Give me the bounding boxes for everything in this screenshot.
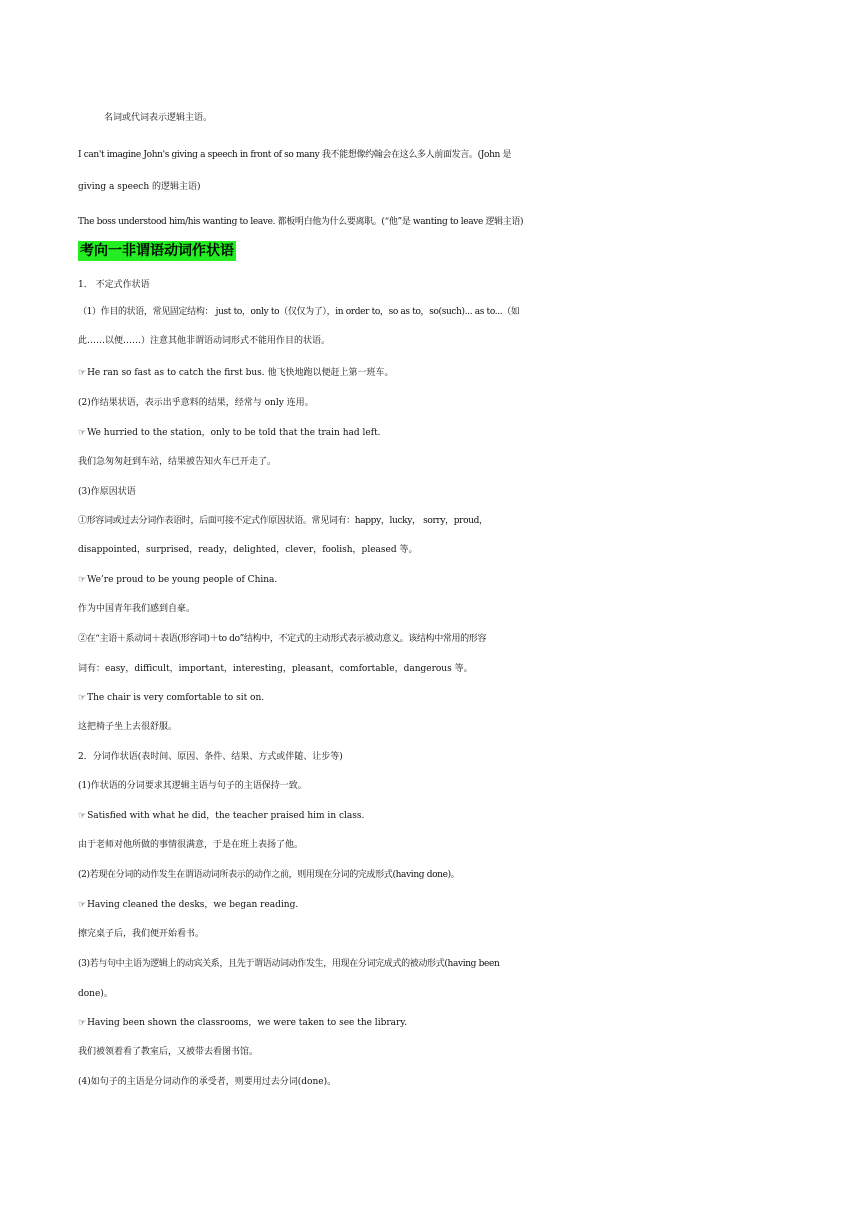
text-line: 词有：easy，difficult，important，interesting，pleasant，comfortable，dangerous 等。: [78, 664, 473, 674]
text-line: 此……以便……）注意其他非谓语动词形式不能用作目的状语。: [78, 336, 331, 346]
example-line: [78, 423, 784, 443]
pointing-hand-icon: ☞: [78, 693, 87, 703]
translation-line: 我们急匆匆赶到车站，结果被告知火车已开走了。: [78, 457, 277, 467]
section-heading: 考向一非谓语动词作状语: [80, 243, 234, 259]
text-line: （1）作目的状语，常见固定结构： just to，only to（仅仅为了），in order to，so as to，so(such)... as to...（如: [78, 307, 520, 317]
example-line: [78, 570, 784, 590]
example-line: [78, 806, 784, 826]
example-text: The chair is very comfortable to sit on.: [87, 693, 265, 703]
text-line: ②在“主语＋系动词＋表语(形容词)＋to do”结构中，不定式的主动形式表示被动意义。该结构中常用的形容: [78, 634, 487, 644]
text-line: done)。: [78, 989, 113, 999]
pointing-hand-icon: ☞: [78, 428, 87, 438]
text-line: The boss understood him/his wanting to leave. 都板明白他为什么要离职。(“他”是 wanting to leave 逻辑主语): [78, 217, 524, 227]
example-text: Having been shown the classrooms，we were taken to see the library.: [87, 1018, 408, 1028]
pointing-hand-icon: ☞: [78, 368, 87, 378]
text-line: 名词或代词表示逻辑主语。: [104, 113, 213, 123]
text-line: (4)如句子的主语是分词动作的承受者，则要用过去分词(done)。: [78, 1077, 337, 1087]
text-line: I can't imagine John's giving a speech in front of so many 我不能想像约翰会在这么多人前面发言。(John 是: [78, 150, 512, 160]
text-line: (1)作状语的分词要求其逻辑主语与句子的主语保持一致。: [78, 781, 307, 791]
pointing-hand-icon: ☞: [78, 900, 87, 910]
text-line: (2)若现在分词的动作发生在谓语动词所表示的动作之前，则用现在分词的完成形式(having done)。: [78, 870, 460, 880]
example-text: We hurried to the station，only to be told that the train had left.: [87, 428, 381, 438]
pointing-hand-icon: ☞: [78, 1018, 87, 1028]
example-text: He ran so fast as to catch the first bus. 他飞快地跑以便赶上第一班车。: [87, 368, 394, 378]
example-text: Satisfied with what he did，the teacher praised him in class.: [87, 811, 365, 821]
text-line: giving a speech 的逻辑主语): [78, 182, 201, 192]
text-line: (3)作原因状语: [78, 487, 136, 497]
example-line: [78, 1013, 784, 1033]
example-line: [78, 363, 784, 383]
example-line: [78, 895, 784, 915]
text-line: ①形容词或过去分词作表语时，后面可接不定式作原因状语。常见词有：happy，lucky， sorry，proud，: [78, 516, 488, 526]
translation-line: 作为中国青年我们感到自豪。: [78, 604, 196, 614]
subheading: 2．分词作状语(表时间、原因、条件、结果、方式或伴随、让步等): [78, 752, 343, 762]
example-text: Having cleaned the desks，we began reading.: [87, 900, 299, 910]
translation-line: 由于老师对他所做的事情很满意，于是在班上表扬了他。: [78, 840, 304, 850]
translation-line: 擦完桌子后，我们便开始看书。: [78, 929, 205, 939]
pointing-hand-icon: ☞: [78, 575, 87, 585]
example-line: [78, 688, 784, 708]
example-text: We’re proud to be young people of China.: [87, 575, 278, 585]
text-line: (2)作结果状语，表示出乎意料的结果，经常与 only 连用。: [78, 398, 314, 408]
text-line: disappointed，surprised，ready，delighted，clever，foolish，pleased 等。: [78, 545, 418, 555]
text-line: (3)若与句中主语为逻辑上的动宾关系，且先于谓语动词动作发生，用现在分词完成式的被动形式(having been: [78, 959, 500, 969]
pointing-hand-icon: ☞: [78, 811, 87, 821]
subheading: 1． 不定式作状语: [78, 280, 150, 290]
translation-line: 这把椅子坐上去很舒服。: [78, 722, 178, 732]
translation-line: 我们被领着看了教室后，又被带去看图书馆。: [78, 1047, 259, 1057]
